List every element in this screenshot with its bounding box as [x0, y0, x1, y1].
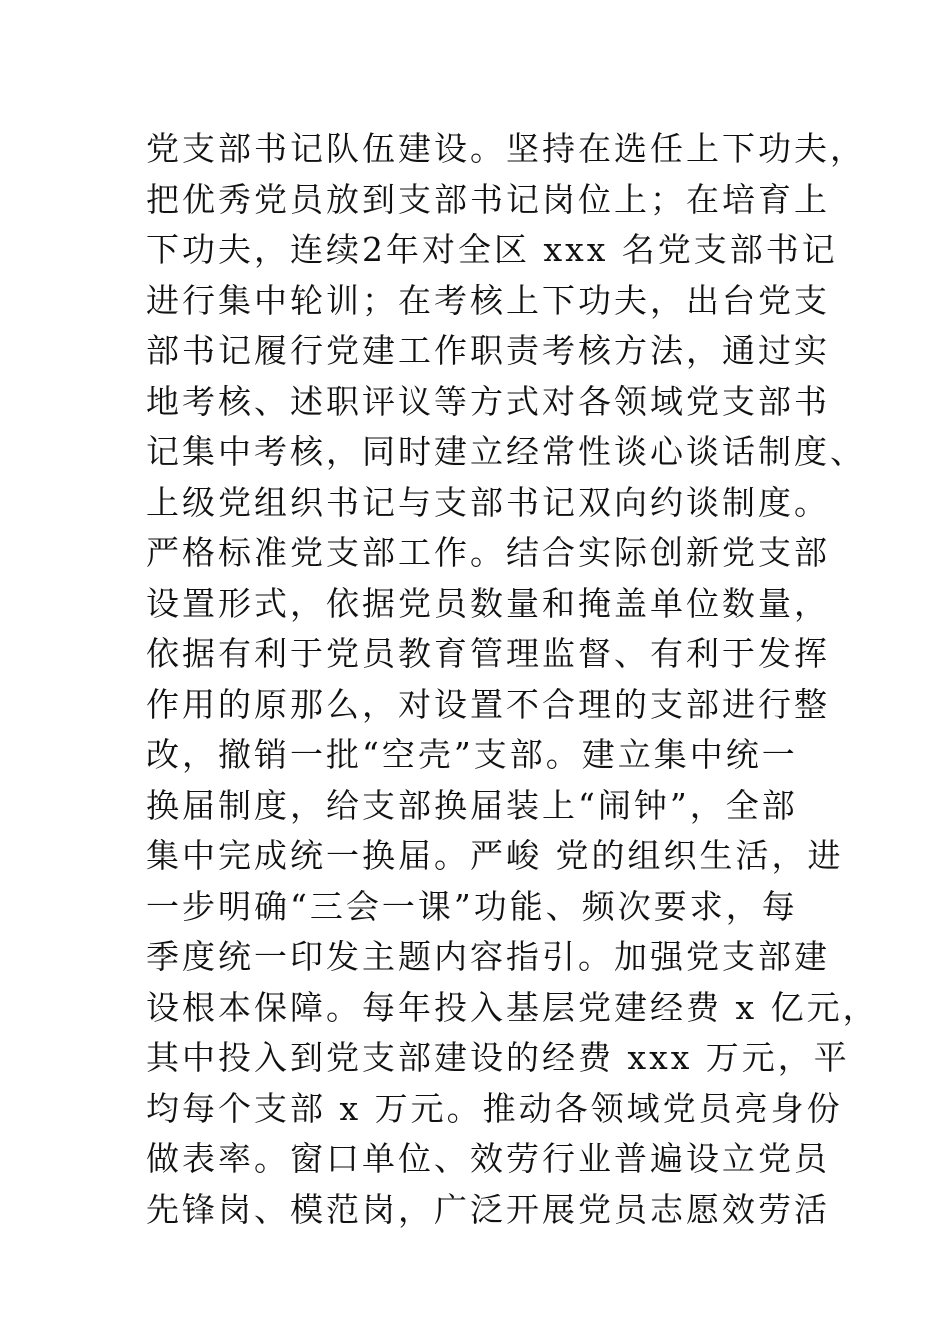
- text-line: 下功夫，连续2年对全区 xxx 名党支部书记: [146, 230, 838, 269]
- text-line: 集中完成统一换届。严峻 党的组织生活，进: [146, 836, 844, 875]
- text-line: 设置形式，依据党员数量和掩盖单位数量，: [146, 583, 830, 623]
- body-text: [146, 124, 879, 1235]
- text-line: 一步明确“三会一课”功能、频次要求，每: [146, 886, 798, 926]
- text-line: 改，撤销一批“空壳”支部。建立集中统一: [146, 735, 798, 774]
- text-line: 党支部书记队伍建设。坚持在选任上下功夫，: [146, 129, 866, 168]
- text-line: 作用的原那么，对设置不合理的支部进行整: [146, 684, 830, 724]
- text-line: 依据有利于党员教育管理监督、有利于发挥: [146, 634, 830, 673]
- text-line: 设根本保障。每年投入基层党建经费 x 亿元，: [146, 987, 879, 1027]
- text-line: 均每个支部 x 万元。推动各领域党员亮身份: [146, 1088, 843, 1128]
- text-line: 换届制度，给支部换届装上“闹钟”，全部: [146, 785, 798, 825]
- text-line: 其中投入到党支部建设的经费 xxx 万元，平: [146, 1038, 850, 1077]
- text-line: 进行集中轮训；在考核上下功夫，出台党支: [146, 280, 830, 320]
- text-line: 把优秀党员放到支部书记岗位上；在培育上: [146, 179, 830, 219]
- text-line: 先锋岗、模范岗，广泛开展党员志愿效劳活: [146, 1189, 830, 1229]
- text-line: 严格标准党支部工作。结合实际创新党支部: [146, 533, 830, 572]
- text-line: 记集中考核，同时建立经常性谈心谈话制度、: [146, 432, 866, 471]
- text-line: 做表率。窗口单位、效劳行业普遍设立党员: [146, 1139, 830, 1178]
- text-line: 地考核、述职评议等方式对各领域党支部书: [146, 381, 830, 421]
- text-line: 部书记履行党建工作职责考核方法，通过实: [146, 331, 830, 370]
- text-line: 季度统一印发主题内容指引。加强党支部建: [146, 937, 830, 976]
- text-line: 上级党组织书记与支部书记双向约谈制度。: [146, 482, 830, 522]
